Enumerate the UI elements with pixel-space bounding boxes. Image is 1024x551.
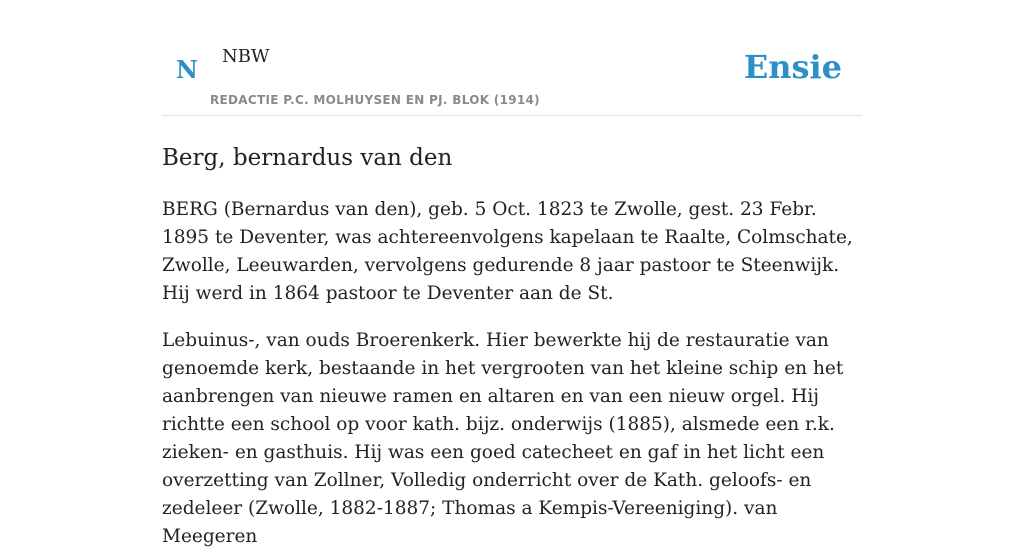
page-container <box>162 0 862 551</box>
series-subtitle: REDACTIE P.C. MOLHUYSEN EN PJ. BLOK (1914) <box>210 93 540 107</box>
article-paragraph: Lebuinus-, van ouds Broerenkerk. Hier bewerkte hij de restauratie van genoemde kerk, bestaande in het vergrooten van het kleine schip en het aanbrengen van nieuwe ramen en altaren en van een nieuw orgel. Hij richtte een school op voor kath. bijz. onderwijs (1885), alsmede een r.k. zieken- en gasthuis. Hij was een goed catecheet en gaf in het licht een overzetting van Zollner, Volledig onderricht over de Kath. geloofs- en zedeleer (Zwolle, 1882-1887; Thomas a Kempis-Vereeniging). van Meegeren <box>162 330 844 547</box>
series-name[interactable]: NBW <box>222 46 270 67</box>
article-paragraph: BERG (Bernardus van den), geb. 5 Oct. 1823 te Zwolle, gest. 23 Febr. 1895 te Deventer, was achtereenvolgens kapelaan te Raalte, Colmschate, Zwolle, Leeuwarden, vervolgens gedurende 8 jaar pastoor te Steenwijk. Hij werd in 1864 pastoor te Deventer aan de St. <box>162 199 853 304</box>
series-logo[interactable]: N <box>176 55 198 84</box>
header <box>162 0 862 116</box>
article-title: Berg, bernardus van den <box>162 145 453 171</box>
brand-logo-link[interactable]: Ensie <box>743 48 842 86</box>
